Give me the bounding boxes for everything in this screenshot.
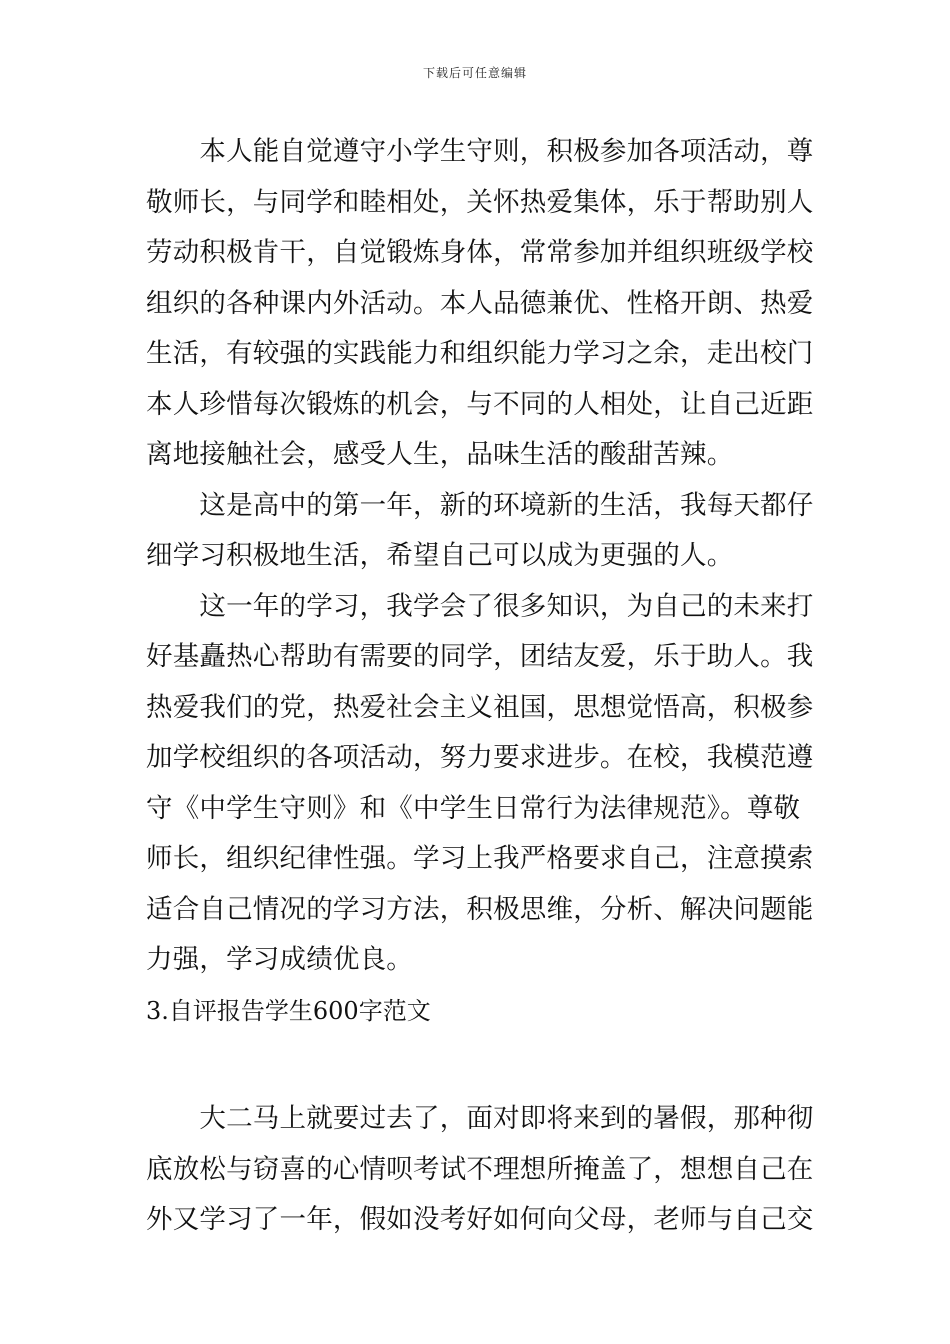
text-line: 这一年的学习，我学会了很多知识，为自己的未来打 [146,590,814,622]
section-spacer [146,1036,806,1094]
body-text [146,127,814,1246]
text-line: 守《中学生守则》和《中学生日常行为法律规范》。尊敬 [146,792,801,824]
section-heading: 3.自评报告学生600字范文 [146,996,431,1025]
text-line: 加学校组织的各项活动，努力要求进步。在校，我模范遵 [146,742,814,773]
header-note: 下载后可任意编辑 [422,66,527,80]
text-line: 师长，组织纪律性强。学习上我严格要求自己，注意摸索 [146,843,814,874]
text-line: 劳动积极肯干，自觉锻炼身体，常常参加并组织班级学校 [146,237,814,268]
text-line: 敬师长，与同学和睦相处，关怀热爱集体，乐于帮助别人 [146,186,814,218]
text-line: 力强，学习成绩优良。 [146,944,413,975]
text-line: 大二马上就要过去了，面对即将来到的暑假，那种彻 [146,1103,814,1134]
text-line: 组织的各种课内外活动。本人品德兼优、性格开朗、热爱 [146,287,814,319]
text-line: 好基矗热心帮助有需要的同学，团结友爱，乐于助人。我 [146,641,814,672]
text-line: 离地接触社会，感受人生，品味生活的酸甜苦辣。 [146,439,734,470]
text-line: 这是高中的第一年，新的环境新的生活，我每天都仔 [146,489,814,521]
text-line: 热爱我们的党，热爱社会主义祖国，思想觉悟高，积极参 [146,691,814,723]
text-line: 本人能自觉遵守小学生守则，积极参加各项活动，尊 [146,136,814,167]
text-line: 适合自己情况的学习方法，积极思维，分析、解决问题能 [146,893,814,925]
text-line: 本人珍惜每次锻炼的机会，与不同的人相处，让自己近距 [146,388,814,420]
text-line: 细学习积极地生活，希望自己可以成为更强的人。 [146,540,734,571]
text-line: 底放松与窃喜的心情呗考试不理想所掩盖了，想想自己在 [146,1153,814,1185]
text-line: 生活，有较强的实践能力和组织能力学习之余，走出校门 [146,338,814,369]
text-line: 外又学习了一年，假如没考好如何向父母，老师与自己交 [146,1204,814,1235]
